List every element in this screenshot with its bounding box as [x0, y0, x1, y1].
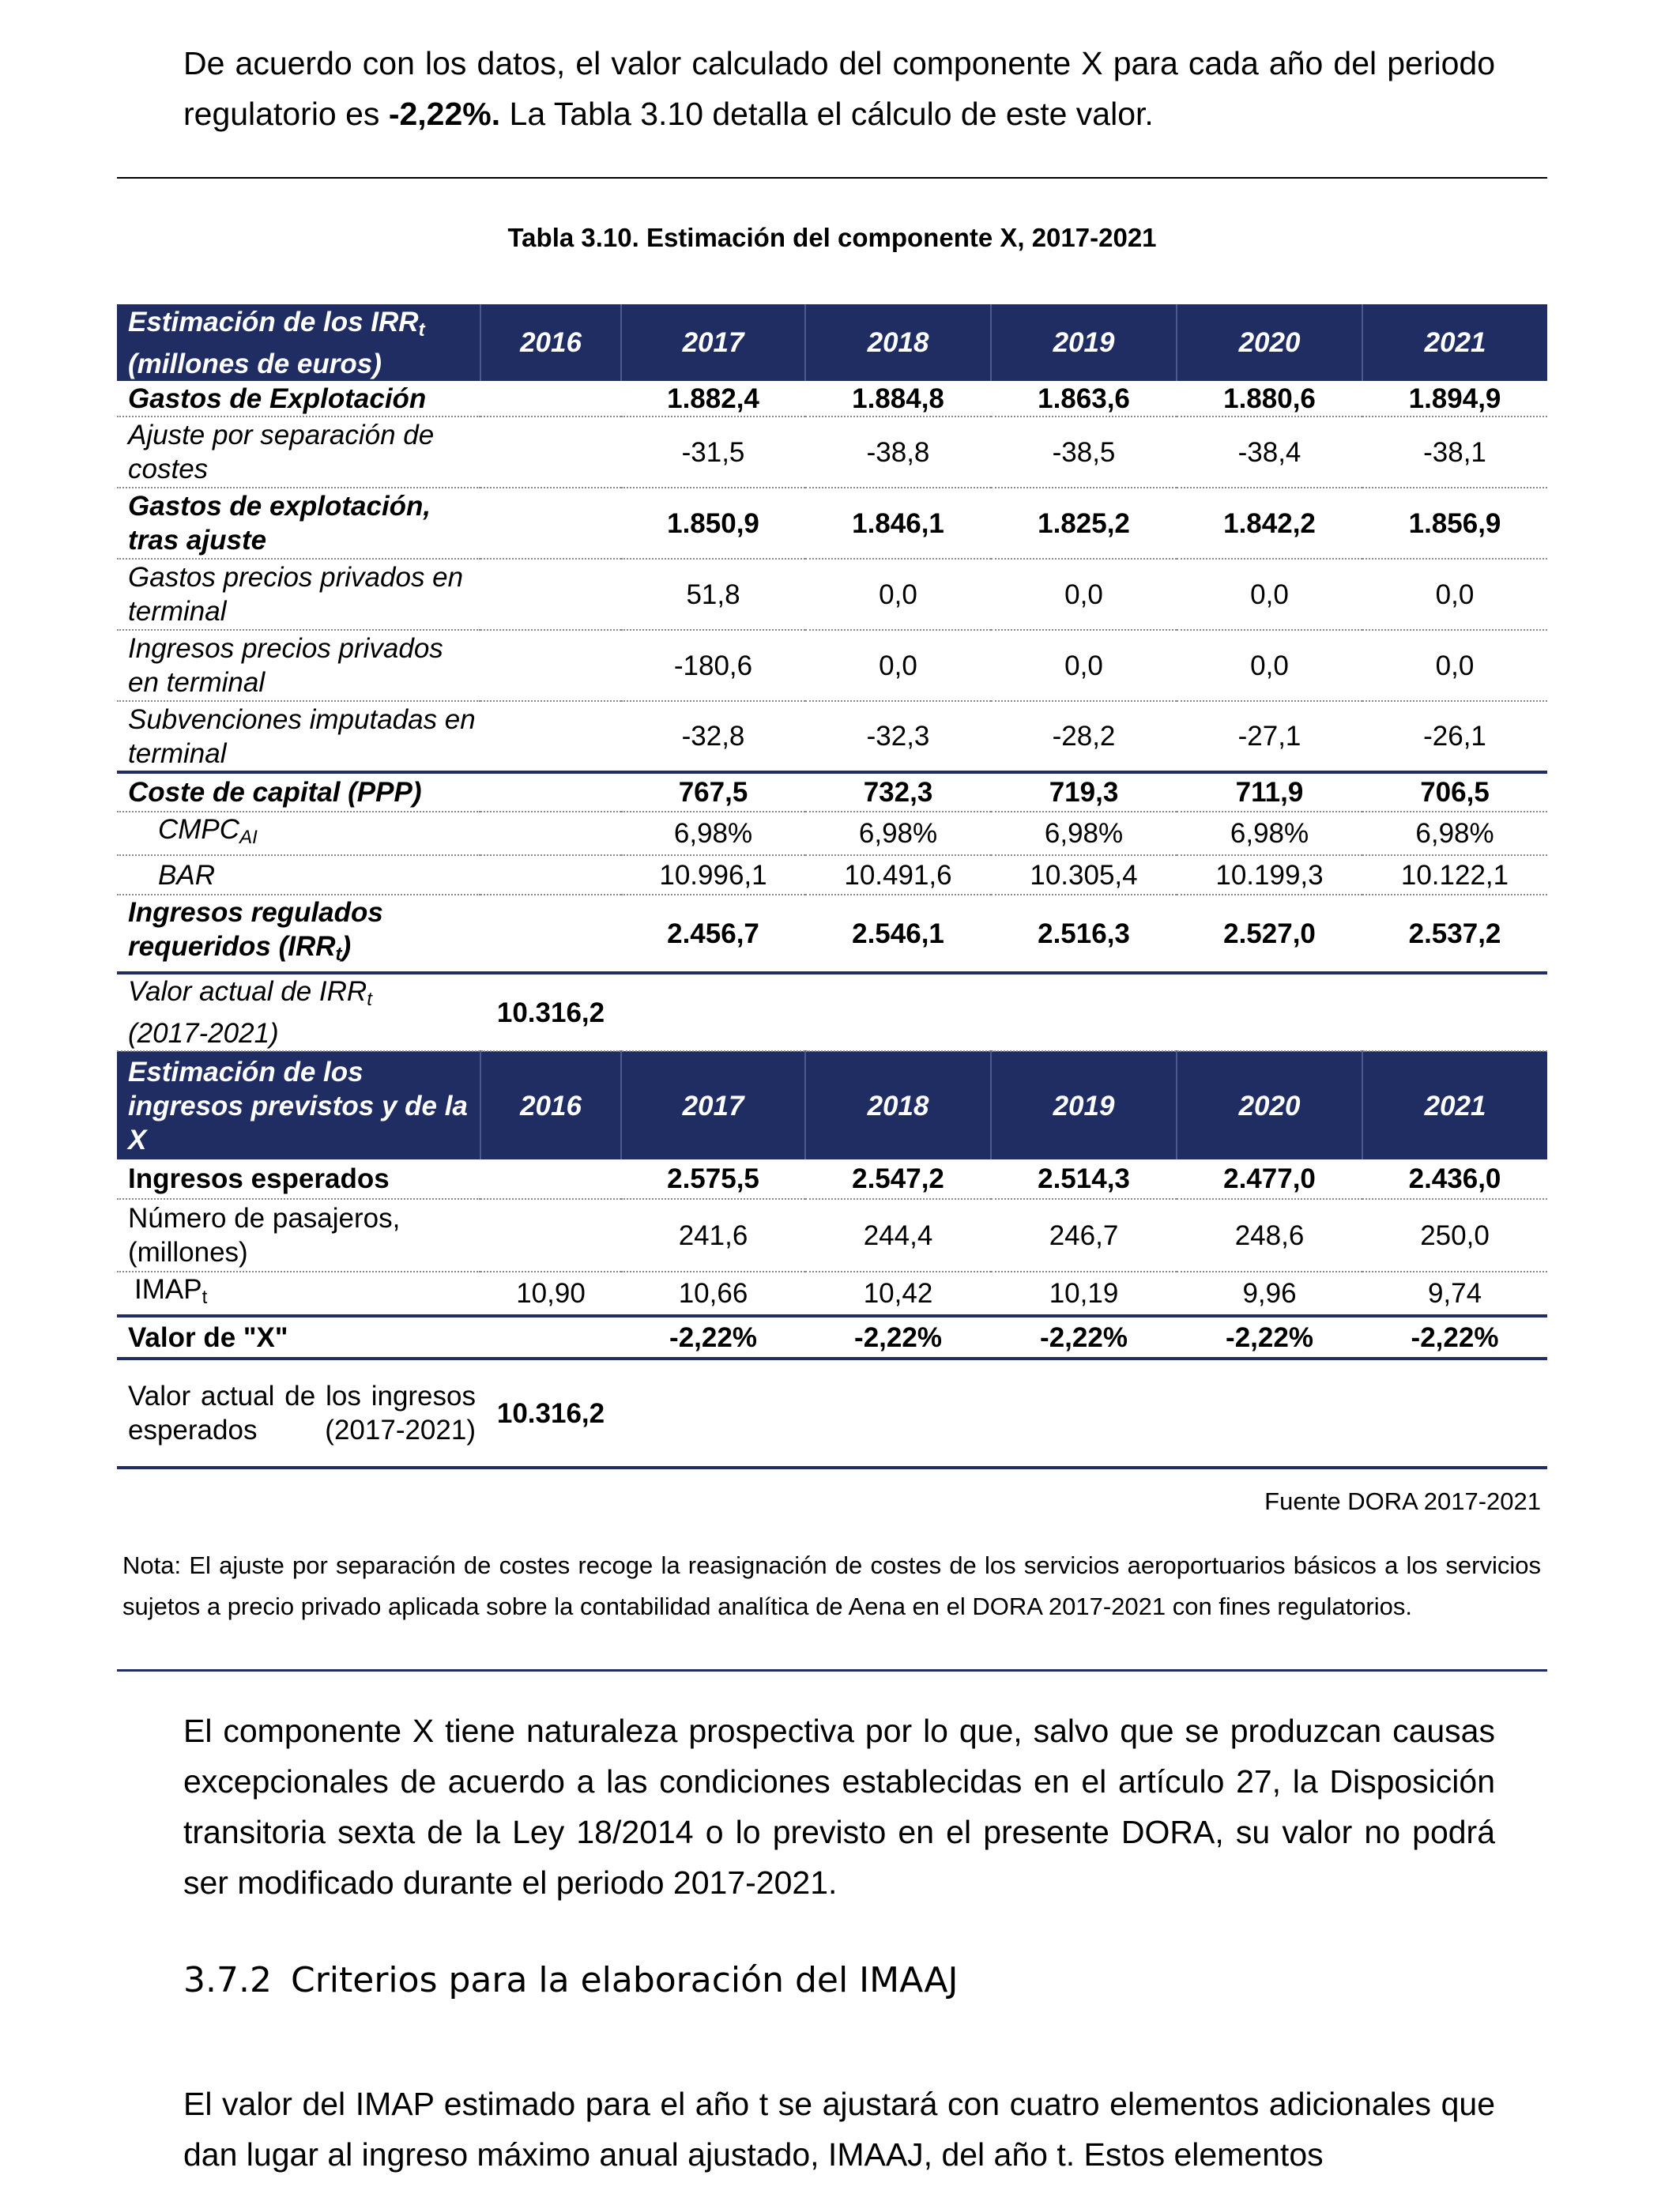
header-year: 2020: [1177, 1051, 1362, 1159]
row-label: Subvenciones imputadas en terminal: [117, 701, 480, 772]
section-title: Criterios para la elaboración del IMAAJ: [290, 1960, 959, 2000]
table-row: Número de pasajeros, (millones) 241,6 244,4 246,7 248,6 250,0: [117, 1199, 1547, 1272]
header-year: 2019: [991, 304, 1177, 381]
row-label: Ingresos precios privados en terminal: [117, 630, 480, 701]
header-forecast-label: Estimación de los ingresos previstos y de la X: [117, 1051, 480, 1159]
table-row: Valor de "X" -2,22% -2,22% -2,22% -2,22% -2,22%: [117, 1316, 1547, 1359]
row-label: Valor de "X": [117, 1316, 480, 1359]
section-heading: [183, 1960, 977, 2000]
body-paragraph: El componente X tiene naturaleza prospectiva por lo que, salvo que se produzcan causas excepcionales de acuerdo a las condiciones establecidas en el artículo 27, la Disposición transitoria sexta de la Ley 18/2014 o lo previsto en el presente DORA, su valor no podrá ser modificado durante el periodo 2017-2021.: [183, 1713, 1495, 1901]
header-year: 2021: [1362, 304, 1547, 381]
top-rule: [117, 177, 1547, 179]
component-x-table: [117, 304, 1547, 1469]
table-row: Gastos de explotación, tras ajuste 1.850,9 1.846,1 1.825,2 1.842,2 1.856,9: [117, 488, 1547, 559]
header-irr-label: Estimación de los $IRR_t$ (millones de euros): [117, 304, 480, 381]
table-note: Nota: El ajuste por separación de costes recoge la reasignación de costes de los servicios aeroportuarios básicos a los servicios sujetos a precio privado aplicada sobre la contabilidad analítica de Aena en el DORA 2017-2021 con fines regulatorios.: [122, 1551, 1541, 1620]
table-row: Subvenciones imputadas en terminal -32,8 -32,3 -28,2 -27,1 -26,1: [117, 701, 1547, 772]
table-row: BAR 10.996,1 10.491,6 10.305,4 10.199,3 10.122,1: [117, 855, 1547, 895]
row-label: Ingresos regulados requeridos $(IRR_t)$: [117, 895, 480, 973]
note-bottom-rule: [117, 1669, 1547, 1672]
body-paragraph: El valor del IMAP estimado para el año t se ajustará con cuatro elementos adicionales que dan lugar al ingreso máximo anual ajustado, IMAAJ, del año t. Estos elementos: [183, 2086, 1495, 2173]
row-label: Ajuste por separación de costes: [117, 417, 480, 488]
row-label: $IMAP_t$: [117, 1272, 480, 1316]
table-row: Coste de capital (PPP) 767,5 732,3 719,3 711,9 706,5: [117, 772, 1547, 812]
header-year: 2021: [1362, 1051, 1547, 1159]
header-year: 2018: [805, 1051, 991, 1159]
row-label: Gastos precios privados en terminal: [117, 559, 480, 630]
table-row: Gastos precios privados en terminal 51,8 0,0 0,0 0,0 0,0: [117, 559, 1547, 630]
table-row: Ingresos precios privados en terminal -180,6 0,0 0,0 0,0 0,0: [117, 630, 1547, 701]
table-header-forecast: [117, 1051, 1547, 1159]
table-source: Fuente DORA 2017-2021: [1264, 1487, 1541, 1515]
row-label: Ingresos esperados: [117, 1159, 480, 1199]
header-year: 2016: [480, 304, 621, 381]
table-row: Gastos de Explotación 1.882,4 1.884,8 1.863,6 1.880,6 1.894,9: [117, 381, 1547, 417]
table-row: Ingresos esperados 2.575,5 2.547,2 2.514,3 2.477,0 2.436,0: [117, 1159, 1547, 1199]
table-title: Tabla 3.10. Estimación del componente X, 2017-2021: [507, 223, 1157, 252]
row-label: Coste de capital (PPP): [117, 772, 480, 812]
header-year: 2020: [1177, 304, 1362, 381]
table-row: Valor actual de los ingresos esperados (2017-2021) 10.316,2: [117, 1359, 1547, 1468]
table-row: Valor actual de $IRR_t$ (2017-2021) 10.316,2: [117, 973, 1547, 1051]
section-number: 3.7.2: [183, 1960, 272, 2000]
header-year: 2016: [480, 1051, 621, 1159]
header-year: 2018: [805, 304, 991, 381]
table-row: $IMAP_t$ 10,90 10,66 10,42 10,19 9,96 9,74: [117, 1272, 1547, 1316]
table-header-irr: [117, 304, 1547, 381]
row-label: Valor actual de los ingresos esperados (2017-2021): [117, 1359, 480, 1468]
row-label: Gastos de Explotación: [117, 381, 480, 417]
table-row: Ingresos regulados requeridos $(IRR_t)$ 2.456,7 2.546,1 2.516,3 2.527,0 2.537,2: [117, 895, 1547, 973]
row-label: $CMPC_{AI}$: [117, 812, 480, 855]
row-label: Número de pasajeros, (millones): [117, 1199, 480, 1272]
table-row: Ajuste por separación de costes -31,5 -38,8 -38,5 -38,4 -38,1: [117, 417, 1547, 488]
row-label: Gastos de explotación, tras ajuste: [117, 488, 480, 559]
header-year: 2017: [621, 1051, 805, 1159]
intro-text: De acuerdo con los datos, el valor calculado del componente X para cada año del periodo regulatorio es: [183, 45, 1495, 132]
intro-text-end: La Tabla 3.10 detalla el cálculo de este valor.: [500, 96, 1154, 132]
row-label: Valor actual de $IRR_t$ (2017-2021): [117, 973, 480, 1051]
header-year: 2019: [991, 1051, 1177, 1159]
intro-paragraph: [183, 38, 1495, 139]
header-year: 2017: [621, 304, 805, 381]
row-label: BAR: [117, 855, 480, 895]
table-row: $CMPC_{AI}$ 6,98% 6,98% 6,98% 6,98% 6,98%: [117, 812, 1547, 855]
intro-value: -2,22%.: [388, 96, 501, 132]
